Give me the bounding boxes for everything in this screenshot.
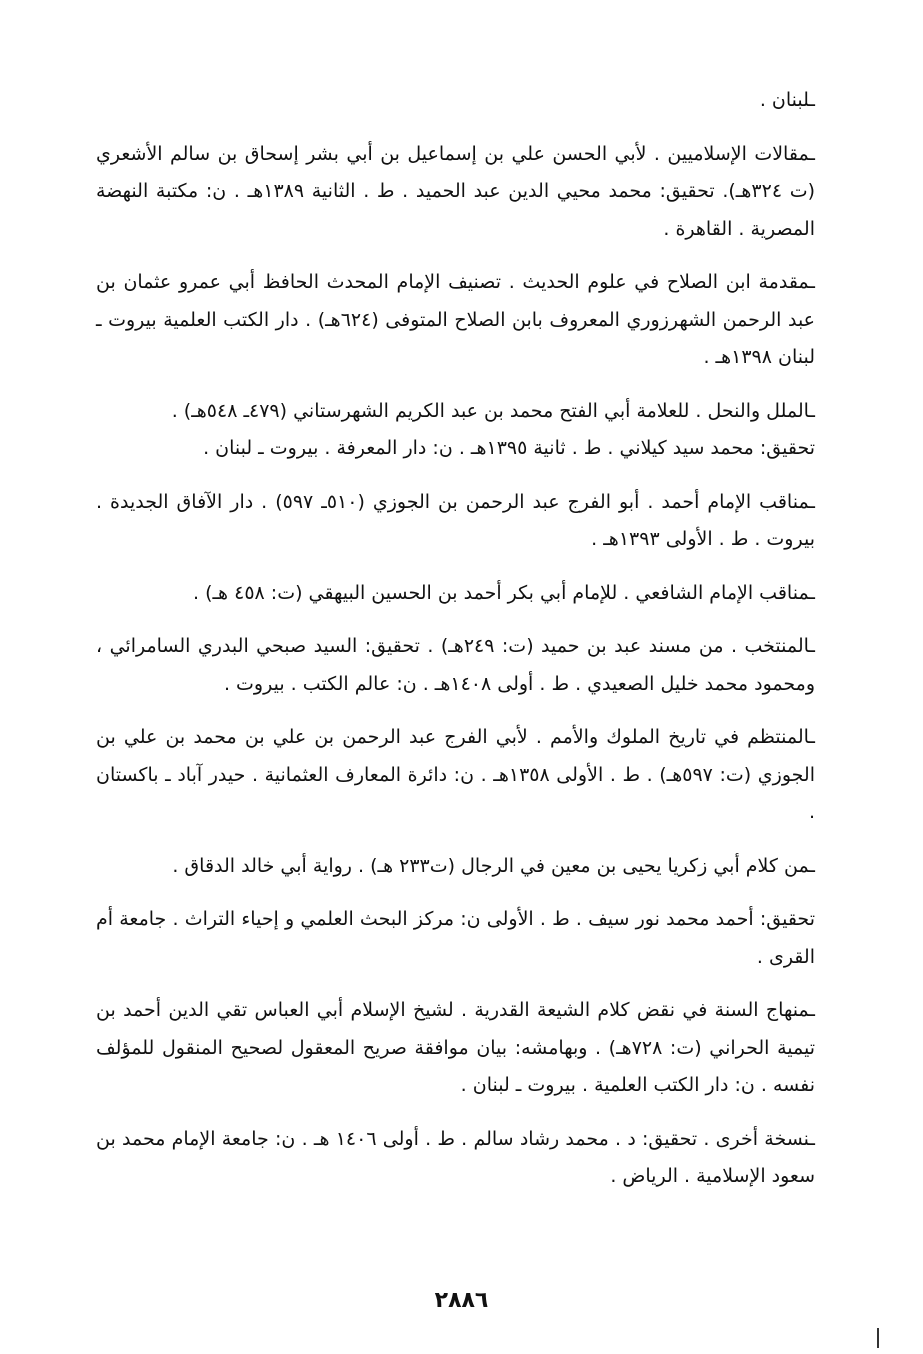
bibliography-entry: ـمنهاج السنة في نقض كلام الشيعة القدرية . لشيخ الإسلام أبي العباس تقي الدين أحمد بن تيمية الحراني (ت: ٧٢٨هـ) . وبهامشه: بيان موافقة صريح المعقول لصحيح المنقول للمؤلف نفسه . ن: دار الكتب العلمية . بيروت ـ لبنان . (96, 999, 815, 1096)
bibliography-entry: ـمناقب الإمام الشافعي . للإمام أبي بكر أحمد بن الحسين البيهقي (ت: ٤٥٨ هـ) . (193, 581, 815, 604)
bibliography-entry-continuation: تحقيق: أحمد محمد نور سيف . ط . الأولى ن: مركز البحث العلمي و إحياء التراث . جامعة أم القرى . (96, 908, 815, 968)
bibliography-list (96, 82, 815, 1196)
bibliography-entry: ـمناقب الإمام أحمد . أبو الفرج عبد الرحمن بن الجوزي (٥١٠ـ ٥٩٧) . دار الآفاق الجديدة . بيروت . ط . الأولى ١٣٩٣هـ . (96, 490, 815, 550)
bibliography-entry: ـالملل والنحل . للعلامة أبي الفتح محمد بن عبد الكريم الشهرستاني (٤٧٩ـ ٥٤٨هـ) . (171, 399, 815, 422)
bibliography-entry: ـالمنتخب . من مسند عبد بن حميد (ت: ٢٤٩هـ) . تحقيق: السيد صبحي البدري السامرائي ، ومحمود محمد خليل الصعيدي . ط . أولى ١٤٠٨هـ . ن: عالم الكتب . بيروت . (96, 635, 815, 695)
bibliography-entry-continuation: تحقيق: محمد سيد كيلاني . ط . ثانية ١٣٩٥هـ . ن: دار المعرفة . بيروت ـ لبنان . (203, 437, 815, 459)
page-number: ٢٨٨٦ (434, 1288, 489, 1313)
bibliography-line: ـلبنان . (759, 89, 815, 111)
bibliography-entry: ـمن كلام أبي زكريا يحيى بن معين في الرجال (ت٢٣٣ هـ) . رواية أبي خالد الدقاق . (172, 854, 815, 877)
scan-edge-mark (877, 1328, 879, 1348)
bibliography-entry: ـمقدمة ابن الصلاح في علوم الحديث . تصنيف الإمام المحدث الحافظ أبي عمرو عثمان بن عبد الرحمن الشهرزوري المعروف بابن الصلاح المتوفى (٦٢٤هـ) . دار الكتب العلمية بيروت ـ لبنان ١٣٩٨هـ . (96, 271, 816, 368)
bibliography-entry: ـنسخة أخرى . تحقيق: د . محمد رشاد سالم . ط . أولى ١٤٠٦ هـ . ن: جامعة الإمام محمد بن سعود الإسلامية . الرياض . (96, 1127, 815, 1187)
bibliography-entry: ـمقالات الإسلاميين . لأبي الحسن علي بن إسماعيل بن أبي بشر إسحاق بن سالم الأشعري (ت ٣٢٤هـ). تحقيق: محمد محيي الدين عبد الحميد . ط . الثانية ١٣٨٩هـ . ن: مكتبة النهضة المصرية . القاهرة . (96, 142, 816, 240)
bibliography-entry: ـالمنتظم في تاريخ الملوك والأمم . لأبي الفرج عبد الرحمن بن علي بن محمد بن علي بن الجوزي (ت: ٥٩٧هـ) . ط . الأولى ١٣٥٨هـ . ن: دائرة المعارف العثمانية . حيدر آباد ـ باكستان . (96, 726, 815, 823)
